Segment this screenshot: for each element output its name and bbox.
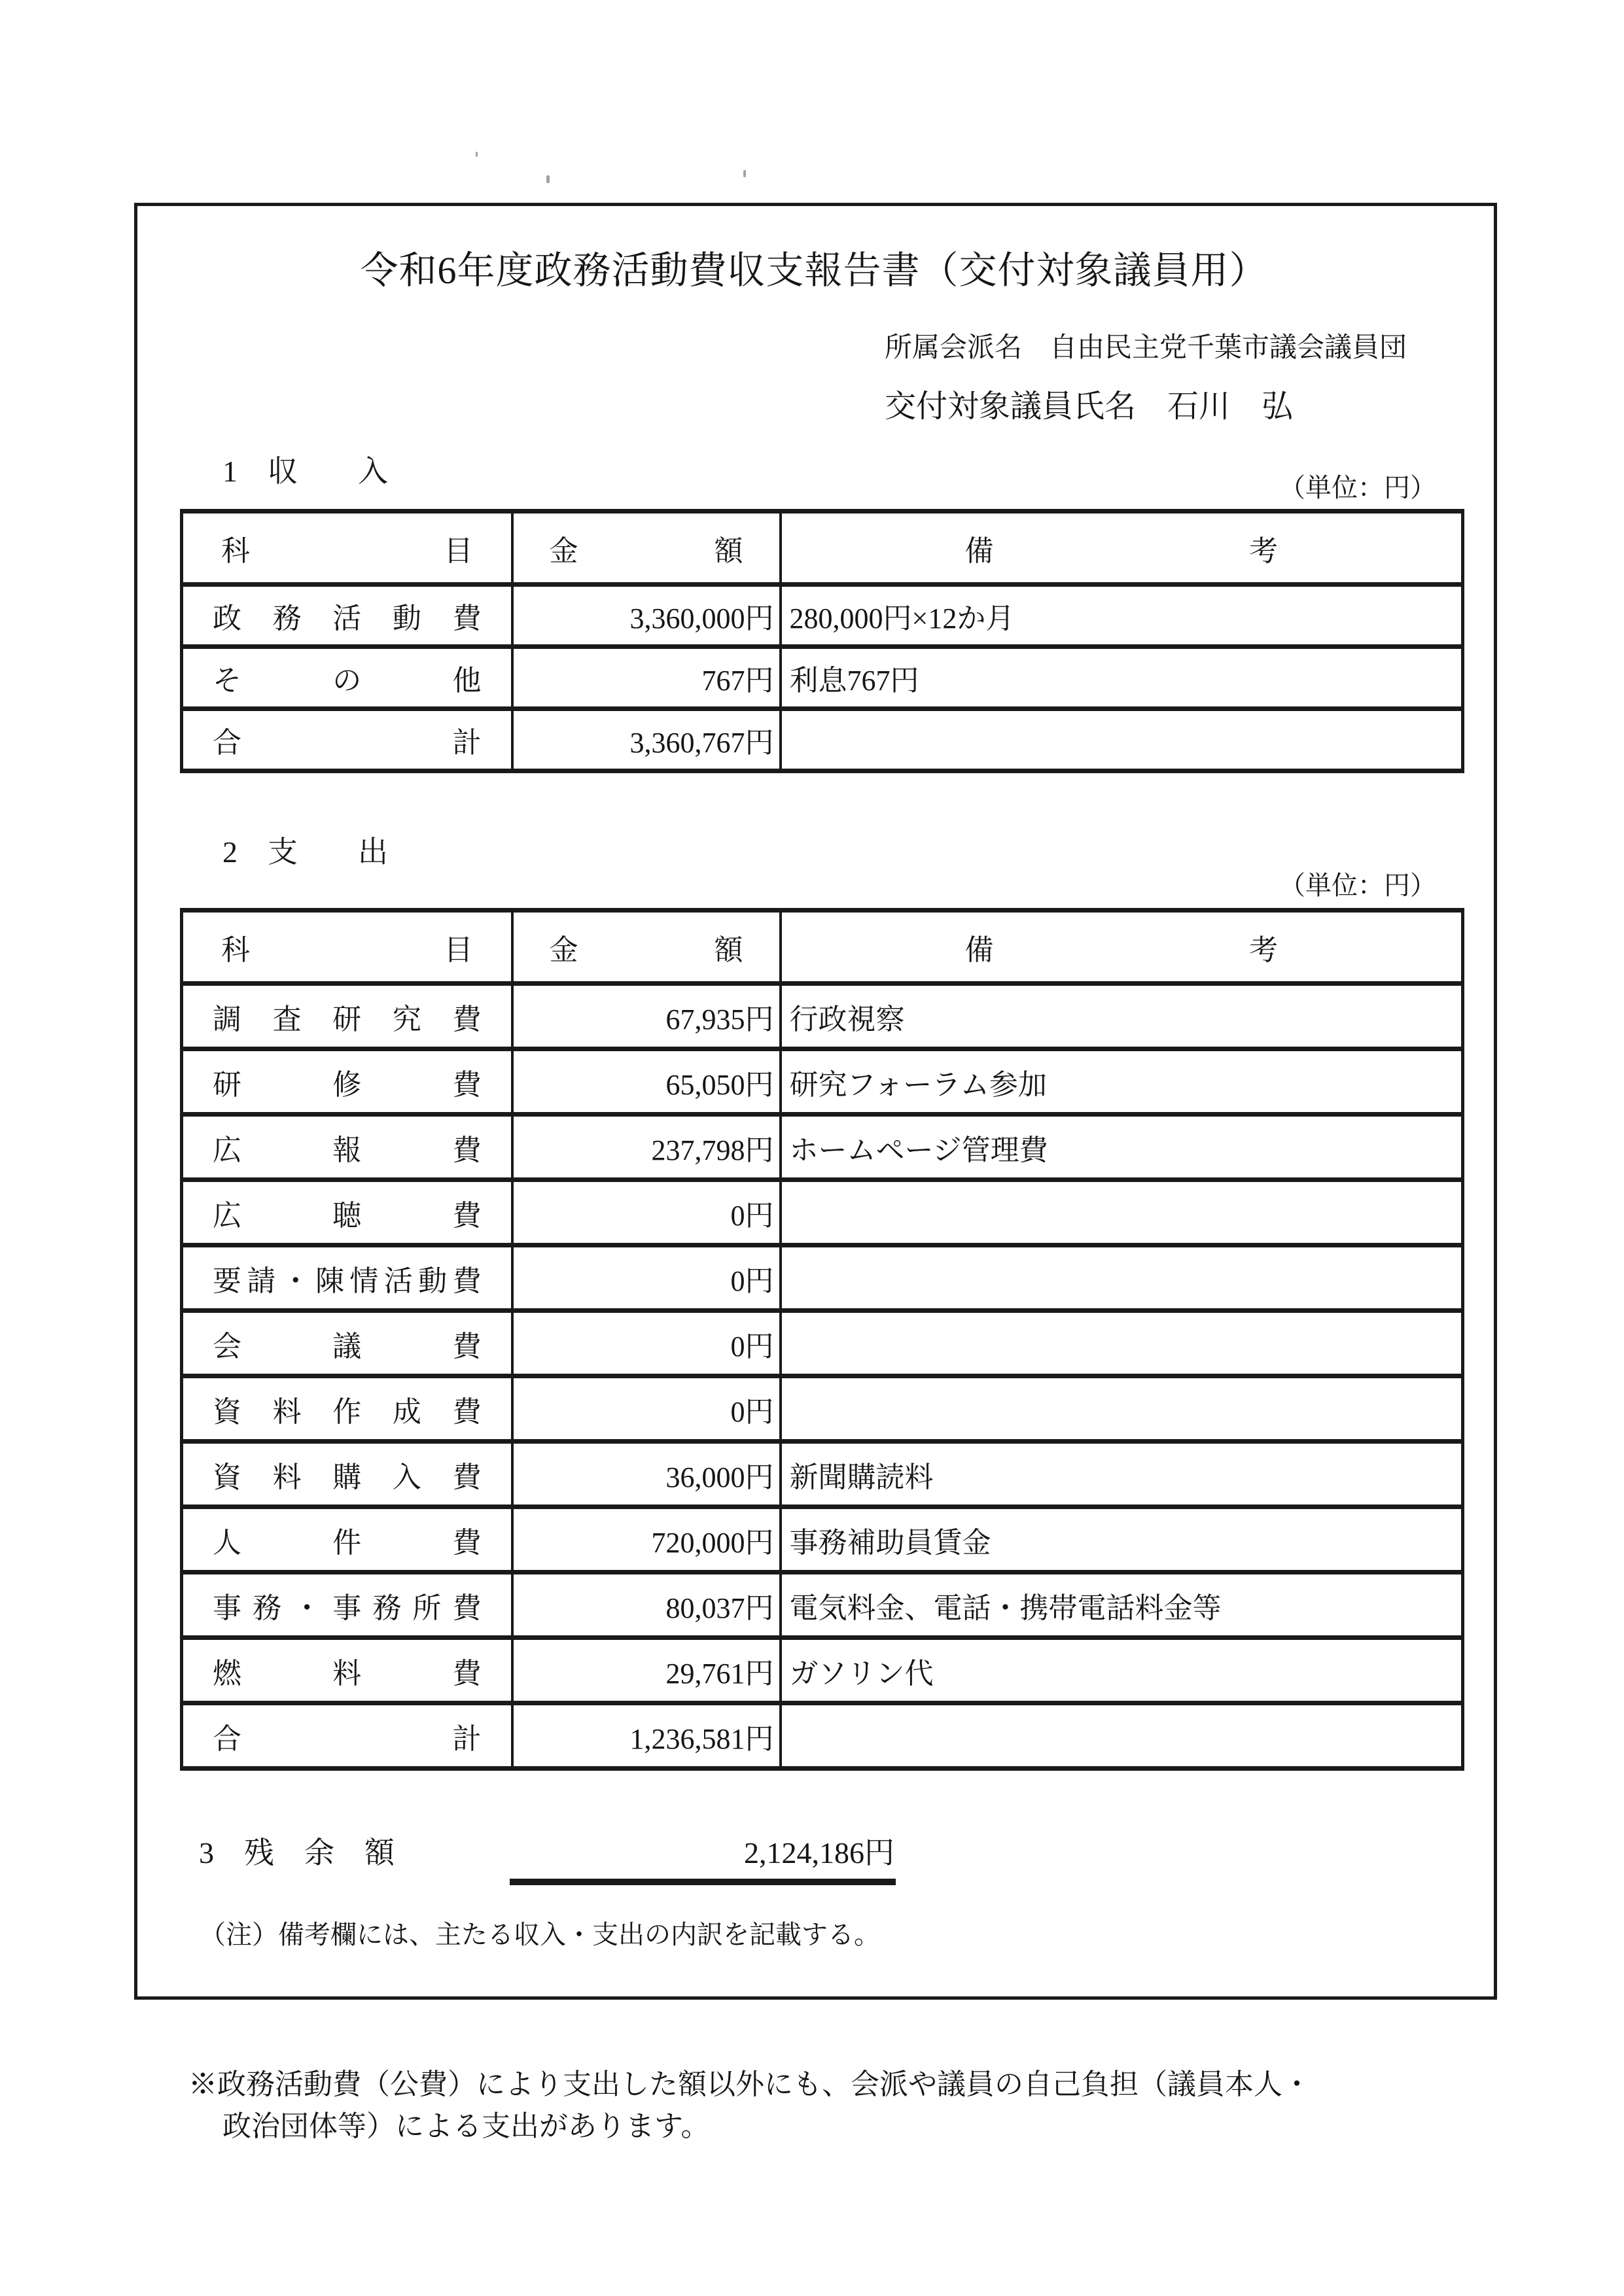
note-cell: ガソリン代 — [781, 1638, 1463, 1703]
item-cell: 会議費 — [182, 1311, 512, 1376]
note-cell: 電気料金、電話・携帯電話料金等 — [781, 1573, 1463, 1638]
amount-cell: 80,037円 — [512, 1573, 781, 1638]
header-row — [182, 512, 1463, 585]
table-row — [182, 1115, 1463, 1180]
balance-amount: 2,124,186円 — [744, 1836, 894, 1870]
table-row — [182, 1638, 1463, 1703]
expenditure-unit-note: （単位：円） — [1279, 871, 1436, 900]
item-cell: 燃料費 — [182, 1638, 512, 1703]
note-cell: 行政視察 — [781, 984, 1463, 1049]
item-cell: 資料購入費 — [182, 1442, 512, 1507]
note-cell: ホームページ管理費 — [781, 1115, 1463, 1180]
amount-cell: 0円 — [512, 1376, 781, 1442]
amount-cell: 29,761円 — [512, 1638, 781, 1703]
amount-cell: 767円 — [512, 647, 781, 709]
balance-section-heading: 3 残 余 額 — [199, 1836, 395, 1870]
expenditure-table-body — [182, 984, 1463, 1769]
table-row — [182, 1573, 1463, 1638]
table-row — [182, 1049, 1463, 1115]
expenditure-section-heading: 2 支 出 — [222, 835, 388, 869]
remarks-footnote: （注）備考欄には、主たる収入・支出の内訳を記載する。 — [200, 1920, 880, 1949]
column-header-item: 科目 — [182, 512, 512, 585]
income-unit-note: （単位：円） — [1279, 473, 1436, 502]
note-cell — [781, 1311, 1463, 1376]
table-row — [182, 1442, 1463, 1507]
column-header-amount: 金額 — [512, 512, 781, 585]
header-row — [182, 911, 1463, 984]
item-cell: その他 — [182, 647, 512, 709]
column-header-note: 備考 — [781, 911, 1463, 984]
balance-underline — [510, 1879, 896, 1885]
item-cell: 政務活動費 — [182, 585, 512, 647]
table-row — [182, 1245, 1463, 1311]
table-row — [182, 1376, 1463, 1442]
column-header-note: 備考 — [781, 512, 1463, 585]
income-section-heading: 1 収 入 — [222, 455, 388, 488]
document-title: 令和6年度政務活動費収支報告書（交付対象議員用） — [360, 249, 1268, 292]
amount-cell: 36,000円 — [512, 1442, 781, 1507]
item-cell: 事務・事務所費 — [182, 1573, 512, 1638]
note-cell: 研究フォーラム参加 — [781, 1049, 1463, 1115]
amount-cell: 0円 — [512, 1180, 781, 1245]
amount-cell: 0円 — [512, 1311, 781, 1376]
note-cell: 事務補助員賃金 — [781, 1507, 1463, 1573]
note-cell — [781, 709, 1463, 771]
bottom-note-line2: 政治団体等）による支出があります。 — [222, 2110, 710, 2142]
amount-cell: 3,360,000円 — [512, 585, 781, 647]
amount-cell: 3,360,767円 — [512, 709, 781, 771]
item-cell: 広聴費 — [182, 1180, 512, 1245]
scan-noise-speck — [546, 175, 550, 183]
member-name-line: 交付対象議員氏名 石川 弘 — [885, 389, 1294, 424]
affiliation-line: 所属会派名 自由民主党千葉市議会議員団 — [885, 333, 1407, 363]
item-cell: 人件費 — [182, 1507, 512, 1573]
item-cell: 資料作成費 — [182, 1376, 512, 1442]
item-cell: 合計 — [182, 1703, 512, 1769]
amount-cell: 67,935円 — [512, 984, 781, 1049]
note-cell: 280,000円×12か月 — [781, 585, 1463, 647]
income-table — [180, 509, 1464, 773]
note-cell — [781, 1703, 1463, 1769]
column-header-amount: 金額 — [512, 911, 781, 984]
table-row — [182, 585, 1463, 647]
amount-cell: 237,798円 — [512, 1115, 781, 1180]
item-cell: 合計 — [182, 709, 512, 771]
item-cell: 要請・陳情活動費 — [182, 1245, 512, 1311]
scan-noise-speck — [476, 152, 478, 157]
bottom-note-line1: ※政務活動費（公費）により支出した額以外にも、会派や議員の自己負担（議員本人・ — [188, 2068, 1311, 2100]
table-row — [182, 984, 1463, 1049]
note-cell: 利息767円 — [781, 647, 1463, 709]
table-row — [182, 1180, 1463, 1245]
table-row — [182, 1507, 1463, 1573]
expenditure-table — [180, 908, 1464, 1771]
column-header-item: 科目 — [182, 911, 512, 984]
amount-cell: 720,000円 — [512, 1507, 781, 1573]
table-row — [182, 647, 1463, 709]
amount-cell: 65,050円 — [512, 1049, 781, 1115]
income-table-body — [182, 585, 1463, 771]
amount-cell: 1,236,581円 — [512, 1703, 781, 1769]
amount-cell: 0円 — [512, 1245, 781, 1311]
note-cell: 新聞購読料 — [781, 1442, 1463, 1507]
expenditure-table-header — [182, 911, 1463, 984]
note-cell — [781, 1180, 1463, 1245]
item-cell: 調査研究費 — [182, 984, 512, 1049]
scan-noise-speck — [743, 170, 746, 177]
item-cell: 研修費 — [182, 1049, 512, 1115]
item-cell: 広報費 — [182, 1115, 512, 1180]
income-table-header — [182, 512, 1463, 585]
table-row — [182, 1703, 1463, 1769]
note-cell — [781, 1376, 1463, 1442]
table-row — [182, 1311, 1463, 1376]
note-cell — [781, 1245, 1463, 1311]
table-row — [182, 709, 1463, 771]
